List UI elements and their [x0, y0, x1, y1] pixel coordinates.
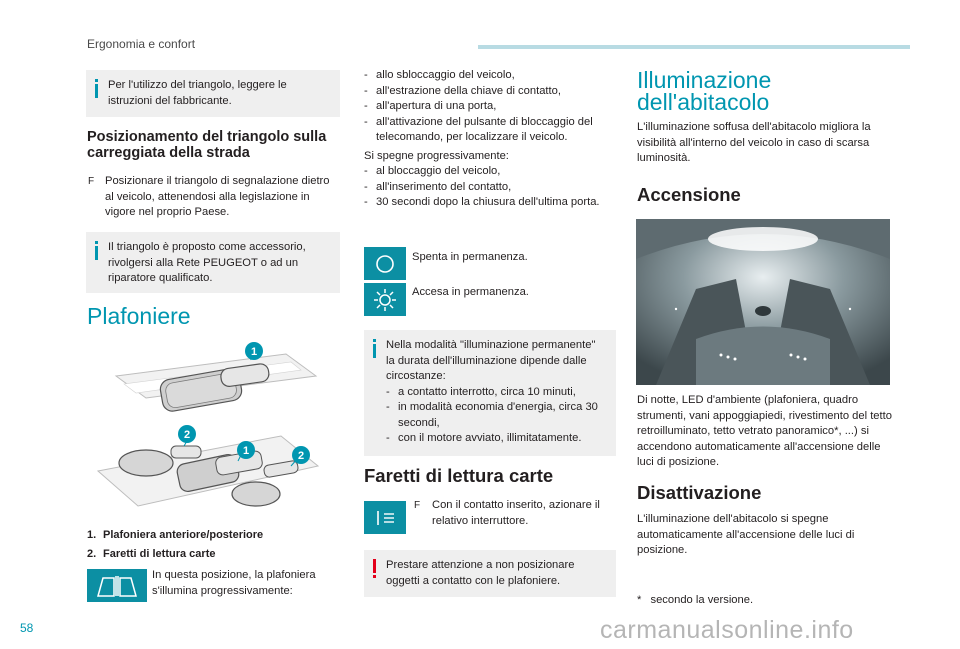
- disattivazione-text: L'illuminazione dell'abitacolo si spegne automaticamente all'accensione delle luci di posizione.: [637, 513, 855, 556]
- header-bar: [478, 45, 910, 49]
- info-text: Il triangolo è proposto come accessorio, rivolgersi alla Rete PEUGEOT o ad un riparatore qualificato.: [108, 241, 306, 284]
- footnote-mark: *: [637, 594, 642, 606]
- light-on-icon-box: [364, 283, 406, 316]
- legend-num: 2.: [87, 548, 97, 560]
- callout-marker: [178, 425, 196, 443]
- light-off-icon-box: [364, 247, 406, 280]
- section-title-plafoniere: Plafoniere: [87, 303, 191, 329]
- svg-text:1: 1: [250, 346, 258, 358]
- page-number: 58: [20, 621, 34, 635]
- watermark: carmanualsonline.info: [600, 616, 854, 644]
- diagram-legend: [87, 527, 339, 562]
- reading-light-bullet: [414, 498, 614, 529]
- warning-box: [364, 550, 616, 597]
- svg-text:1: 1: [242, 445, 250, 457]
- footnote-text: secondo la versione.: [650, 594, 754, 606]
- accensione-text: Di notte, LED d'ambiente (plafoniera, quadro strumenti, vani appoggiapiedi, rivestimento del tetto retroilluminato, tetto vetrato panoramico*, ...) si accendono automaticamente all'accensione delle luci di posizione.: [637, 394, 892, 468]
- svg-text:2: 2: [297, 450, 305, 462]
- light-off-icon: [374, 253, 396, 275]
- callout-marker: [237, 441, 255, 459]
- warning-icon: [373, 559, 377, 579]
- bullet-arrow-icon: F: [88, 176, 95, 187]
- reading-light-icon-box: [364, 501, 406, 534]
- list-item: - all'estrazione della chiave di contatto,: [364, 84, 561, 97]
- section-title-accensione: Accensione: [637, 184, 741, 205]
- door-position-icon-box: [87, 569, 147, 602]
- illumination-off-list: [364, 164, 619, 211]
- list-item: - in modalità economia d'energia, circa 30 secondi,: [386, 401, 598, 429]
- light-on-text: Accesa in permanenza.: [412, 286, 529, 298]
- section-header: Ergonomia e confort: [87, 37, 196, 51]
- bullet-text: Posizionare il triangolo di segnalazione dietro al veicolo, attenendosi alla legislazione in vigore nel proprio Paese.: [105, 175, 330, 218]
- door-open-icon: [94, 574, 140, 598]
- list-item: - al bloccaggio del veicolo,: [364, 165, 501, 177]
- section-title-illuminazione: Illuminazione dell'abitacolo: [637, 67, 772, 115]
- ceiling-lights-diagram: [86, 336, 340, 516]
- info-text: Per l'utilizzo del triangolo, leggere le istruzioni del fabbricante.: [108, 79, 287, 107]
- section-title-disattivazione: Disattivazione: [637, 482, 762, 503]
- info-icon: [94, 79, 99, 98]
- illumination-on-list: [364, 68, 619, 146]
- callout-marker: [245, 342, 263, 360]
- bullet-item: [87, 174, 339, 221]
- list-item: - allo sbloccaggio del veicolo,: [364, 69, 515, 81]
- bullet-arrow-icon: F: [414, 500, 421, 511]
- list-item: - all'apertura di una porta,: [364, 100, 497, 112]
- light-on-icon: [373, 288, 397, 312]
- footnote: [637, 593, 753, 609]
- reading-light-icon: [373, 508, 397, 528]
- info-icon: [94, 241, 99, 260]
- door-position-text: In questa posizione, la plafoniera s'illumina progressivamente:: [152, 569, 316, 597]
- off-intro: Si spegne progressivamente:: [364, 150, 509, 162]
- section-title-faretti: Faretti di lettura carte: [364, 465, 554, 486]
- legend-num: 1.: [87, 529, 97, 541]
- list-item: - con il motore avviato, illimitatamente.: [386, 432, 582, 444]
- heading-triangle-position: Posizionamento del triangolo sulla carreggiata della strada: [87, 129, 327, 161]
- bullet-text: Con il contatto inserito, azionare il relativo interruttore.: [432, 499, 600, 527]
- info-box-permanent: [364, 330, 616, 456]
- illuminazione-intro: L'illuminazione soffusa dell'abitacolo migliora la visibilità all'interno del veicolo in caso di scarsa luminosità.: [637, 121, 871, 164]
- legend-text: Faretti di lettura carte: [103, 548, 216, 560]
- svg-text:2: 2: [183, 429, 191, 441]
- legend-text: Plafoniera anteriore/posteriore: [103, 529, 264, 541]
- light-off-text: Spenta in permanenza.: [412, 251, 528, 263]
- info-box-triangle: [86, 70, 340, 117]
- info-text: Nella modalità "illuminazione permanente" la durata dell'illuminazione dipende dalle circostanze:: [386, 339, 596, 382]
- cabin-ambient-photo: [636, 219, 890, 385]
- list-item: - all'inserimento del contatto,: [364, 180, 512, 193]
- list-item: - 30 secondi dopo la chiusura dell'ultima porta.: [364, 196, 600, 208]
- info-icon: [372, 339, 377, 358]
- list-item: - a contatto interrotto, circa 10 minuti,: [386, 385, 576, 398]
- warning-text: Prestare attenzione a non posizionare oggetti a contatto con le plafoniere.: [386, 559, 575, 587]
- info-box-accessory: [86, 232, 340, 293]
- callout-marker: [292, 446, 310, 464]
- list-item: - all'attivazione del pulsante di bloccaggio del telecomando, per localizzare il veicolo.: [364, 115, 593, 143]
